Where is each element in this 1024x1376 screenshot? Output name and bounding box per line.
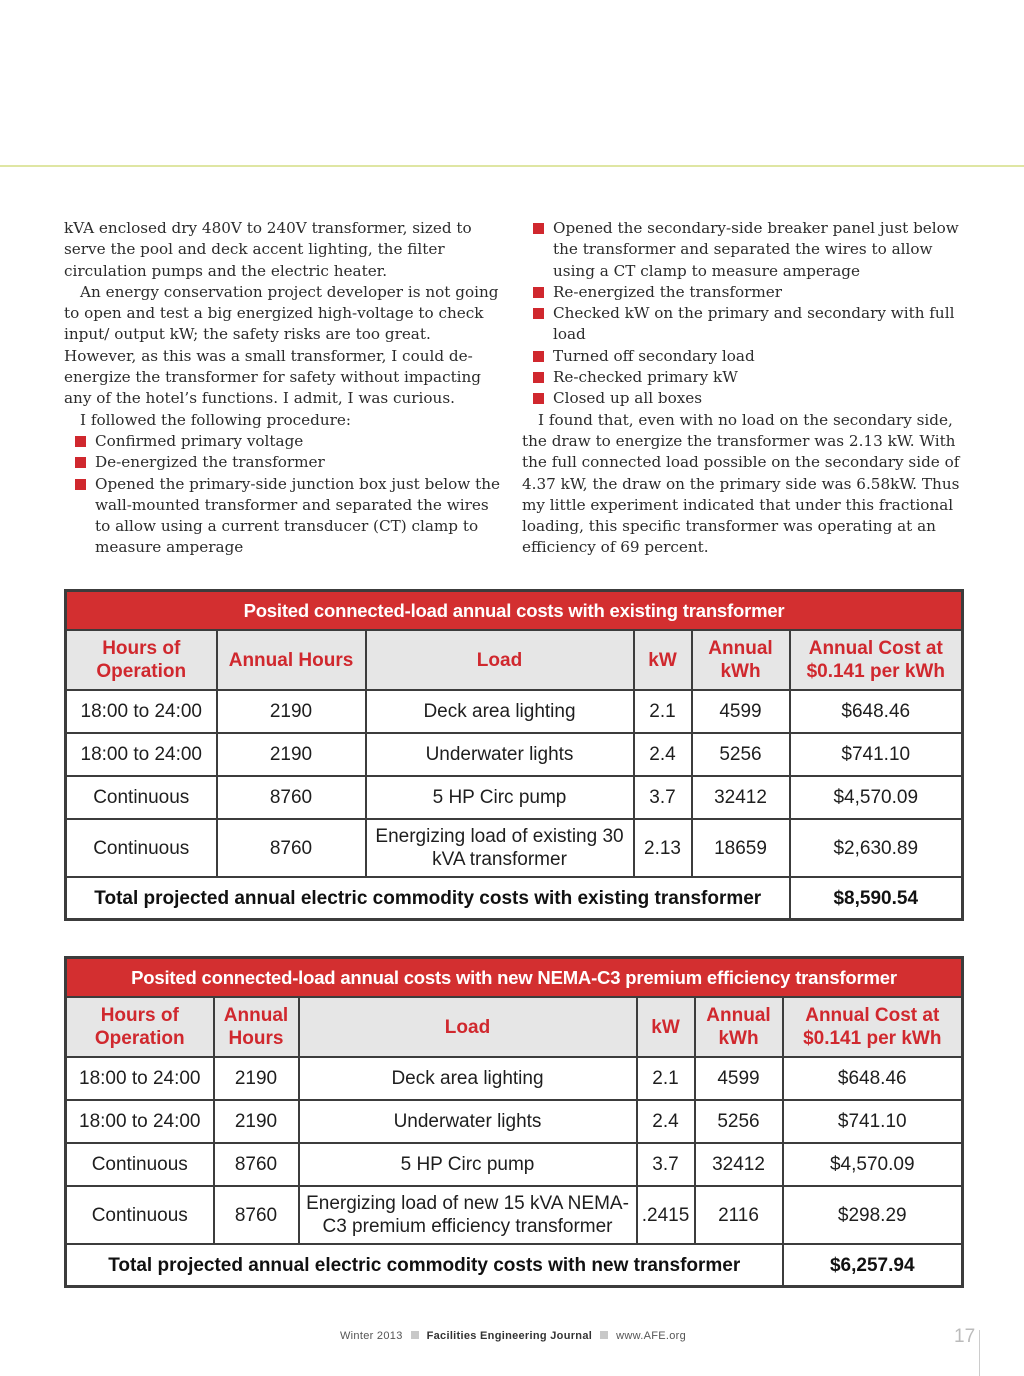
table-cell: 32412 (695, 1143, 783, 1186)
procedure-list (64, 431, 504, 559)
column-header: Hours of Operation (66, 997, 214, 1057)
table-cell: 32412 (692, 776, 790, 819)
table-cell: Energizing load of existing 30 kVA transformer (366, 819, 634, 877)
column-header: Hours of Operation (66, 630, 217, 690)
table-row (66, 1100, 963, 1143)
list-item: Confirmed primary voltage (95, 431, 504, 452)
table-cell: 8760 (217, 819, 366, 877)
column-header: Annual kWh (692, 630, 790, 690)
table-cell: $4,570.09 (783, 1143, 963, 1186)
table-cell: 2.1 (637, 1057, 695, 1100)
table-cell: $741.10 (790, 733, 963, 776)
table-cell: Underwater lights (299, 1100, 637, 1143)
paragraph: I followed the following procedure: (80, 410, 351, 429)
list-item: Re-checked primary kW (553, 367, 962, 388)
table-cell: Continuous (66, 819, 217, 877)
table-cell: 18:00 to 24:00 (66, 733, 217, 776)
table-cell: 5 HP Circ pump (366, 776, 634, 819)
table-cell: 8760 (217, 776, 366, 819)
total-value: $8,590.54 (790, 877, 963, 920)
table-cell: $4,570.09 (790, 776, 963, 819)
column-header: kW (637, 997, 695, 1057)
table-cell: $2,630.89 (790, 819, 963, 877)
table-title: Posited connected-load annual costs with new NEMA-C3 premium efficiency transformer (66, 958, 963, 998)
table-cell: Deck area lighting (366, 690, 634, 733)
table-cell: $298.29 (783, 1186, 963, 1244)
page-number: 17 (954, 1326, 976, 1347)
table-cell: $648.46 (790, 690, 963, 733)
table-row (66, 1143, 963, 1186)
table-cell: 4599 (692, 690, 790, 733)
table-cell: 3.7 (637, 1143, 695, 1186)
paragraph: An energy conservation project developer is not going to open and test a big energized high-voltage to check input/ output kW; the safety risks are too great. However, as this was a small transformer, I could de-energize the transformer for safety without impacting any of the hotel’s functions. I admit, I was curious. (64, 282, 499, 408)
total-row (66, 877, 963, 920)
total-label: Total projected annual electric commodity costs with existing transformer (66, 877, 790, 920)
table-cell: 5256 (692, 733, 790, 776)
journal-name: Facilities Engineering Journal (426, 1330, 593, 1342)
page-footer (340, 1330, 686, 1342)
cost-table-new (64, 956, 964, 1288)
table-cell: 2116 (695, 1186, 783, 1244)
separator-icon (411, 1331, 419, 1339)
table-row (66, 1186, 963, 1244)
page-edge-rule (979, 1330, 980, 1376)
total-label: Total projected annual electric commodity costs with new transformer (66, 1244, 783, 1287)
table-cell: 18:00 to 24:00 (66, 690, 217, 733)
table-cell: 2190 (217, 733, 366, 776)
column-header: Annual kWh (695, 997, 783, 1057)
list-item: Re-energized the transformer (553, 282, 962, 303)
table-cell: $648.46 (783, 1057, 963, 1100)
table-cell: 5 HP Circ pump (299, 1143, 637, 1186)
table-cell: 2190 (214, 1057, 299, 1100)
table-row (66, 776, 963, 819)
table-cell: $741.10 (783, 1100, 963, 1143)
table-row (66, 1057, 963, 1100)
table-cell: 8760 (214, 1186, 299, 1244)
table-cell: 2.1 (634, 690, 692, 733)
table-title: Posited connected-load annual costs with existing transformer (66, 591, 963, 631)
list-item: Closed up all boxes (553, 388, 962, 409)
table-cell: Continuous (66, 1186, 214, 1244)
procedure-list (522, 218, 962, 410)
website-link[interactable]: www.AFE.org (616, 1330, 687, 1342)
list-item: Opened the primary-side junction box just below the wall-mounted transformer and separated the wires to allow using a current transducer (CT) clamp to measure amperage (95, 474, 504, 559)
total-row (66, 1244, 963, 1287)
column-header: Annual Hours (214, 997, 299, 1057)
table-row (66, 733, 963, 776)
table-cell: 2.13 (634, 819, 692, 877)
table-cell: Continuous (66, 776, 217, 819)
table-cell: Deck area lighting (299, 1057, 637, 1100)
list-item: Checked kW on the primary and secondary with full load (553, 303, 962, 346)
separator-icon (600, 1331, 608, 1339)
article-column-right (522, 218, 962, 559)
list-item: Turned off secondary load (553, 346, 962, 367)
paragraph: kVA enclosed dry 480V to 240V transformer, sized to serve the pool and deck accent lighting, the filter circulation pumps and the electric heater. (64, 219, 472, 280)
header-rule (0, 165, 1024, 167)
list-item: De-energized the transformer (95, 452, 504, 473)
total-value: $6,257.94 (783, 1244, 963, 1287)
table-cell: 5256 (695, 1100, 783, 1143)
table-cell: 2.4 (637, 1100, 695, 1143)
table-cell: Energizing load of new 15 kVA NEMA-C3 premium efficiency transformer (299, 1186, 637, 1244)
issue-label: Winter 2013 (340, 1330, 403, 1342)
list-item: Opened the secondary-side breaker panel just below the transformer and separated the wires to allow using a CT clamp to measure amperage (553, 218, 962, 282)
column-header: Annual Cost at $0.141 per kWh (783, 997, 963, 1057)
column-header: Annual Cost at $0.141 per kWh (790, 630, 963, 690)
table-cell: 2190 (214, 1100, 299, 1143)
column-header: kW (634, 630, 692, 690)
table-cell: 18659 (692, 819, 790, 877)
table-cell: Continuous (66, 1143, 214, 1186)
cost-table-existing (64, 589, 964, 921)
table-cell: Underwater lights (366, 733, 634, 776)
paragraph: I found that, even with no load on the secondary side, the draw to energize the transformer was 2.13 kW. With the full connected load possible on the secondary side of 4.37 kW, the draw on the primary side was 6.58kW. Thus my little experiment indicated that under this fractional loading, this specific transformer was operating at an efficiency of 69 percent. (522, 410, 960, 557)
table-cell: 4599 (695, 1057, 783, 1100)
column-header: Load (366, 630, 634, 690)
table-cell: 18:00 to 24:00 (66, 1057, 214, 1100)
table-cell: 18:00 to 24:00 (66, 1100, 214, 1143)
column-header: Load (299, 997, 637, 1057)
table-cell: 8760 (214, 1143, 299, 1186)
table-cell: 3.7 (634, 776, 692, 819)
table-row (66, 690, 963, 733)
column-header: Annual Hours (217, 630, 366, 690)
article-column-left (64, 218, 504, 559)
table-row (66, 819, 963, 877)
table-cell: 2.4 (634, 733, 692, 776)
table-cell: .2415 (637, 1186, 695, 1244)
table-cell: 2190 (217, 690, 366, 733)
